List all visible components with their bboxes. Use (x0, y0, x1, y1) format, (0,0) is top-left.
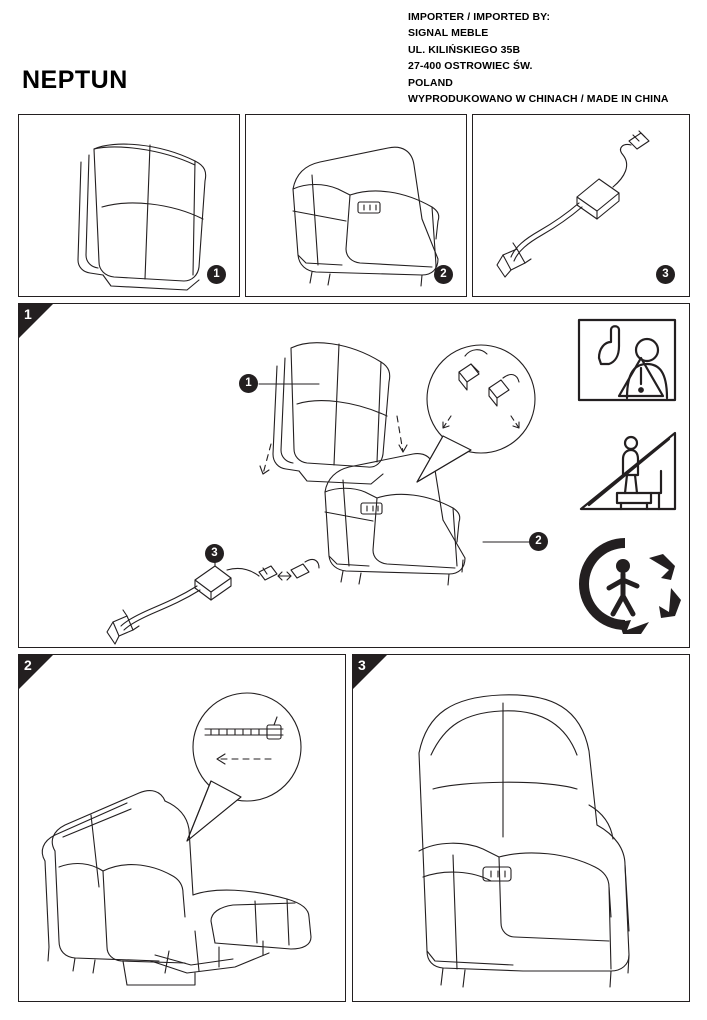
importer-line-6: WYPRODUKOWANO W CHINACH / MADE IN CHINA (408, 93, 669, 106)
step-1-callout-3: 3 (205, 544, 224, 563)
do-not-stand-on-chair-icon (565, 423, 685, 523)
step-panel-2 (18, 654, 346, 1002)
step-1-callout-1: 1 (239, 374, 258, 393)
part-number-badge-2: 2 (434, 265, 453, 284)
part-number-badge-1: 1 (207, 265, 226, 284)
page-title: NEPTUN (22, 66, 128, 94)
step-panel-3 (352, 654, 690, 1002)
part-number-badge-3: 3 (656, 265, 675, 284)
step-3-number: 3 (358, 657, 366, 673)
step-2-recliner-open-illustration (19, 655, 347, 1003)
importer-line-5: POLAND (408, 76, 453, 89)
warning-icon-column (565, 312, 685, 642)
step-3-assembled-armchair-illustration (353, 655, 691, 1003)
step-1-callout-2: 2 (529, 532, 548, 551)
importer-line-2: SIGNAL MEBLE (408, 27, 489, 40)
step-1-number: 1 (24, 306, 32, 322)
parts-panel-power-supply (472, 114, 690, 297)
importer-line-1: IMPORTER / IMPORTED BY: (408, 11, 551, 23)
parts-panel-seat-base (245, 114, 467, 297)
no-children-warning-icon (565, 312, 685, 412)
recycling-dispose-icon (565, 530, 685, 640)
importer-line-3: UL. KILIŃSKIEGO 35B (408, 43, 521, 56)
step-2-number: 2 (24, 657, 32, 673)
importer-line-4: 27-400 OSTROWIEC ŚW. (408, 60, 533, 73)
importer-info-block (408, 9, 669, 107)
parts-panel-backrest (18, 114, 240, 297)
